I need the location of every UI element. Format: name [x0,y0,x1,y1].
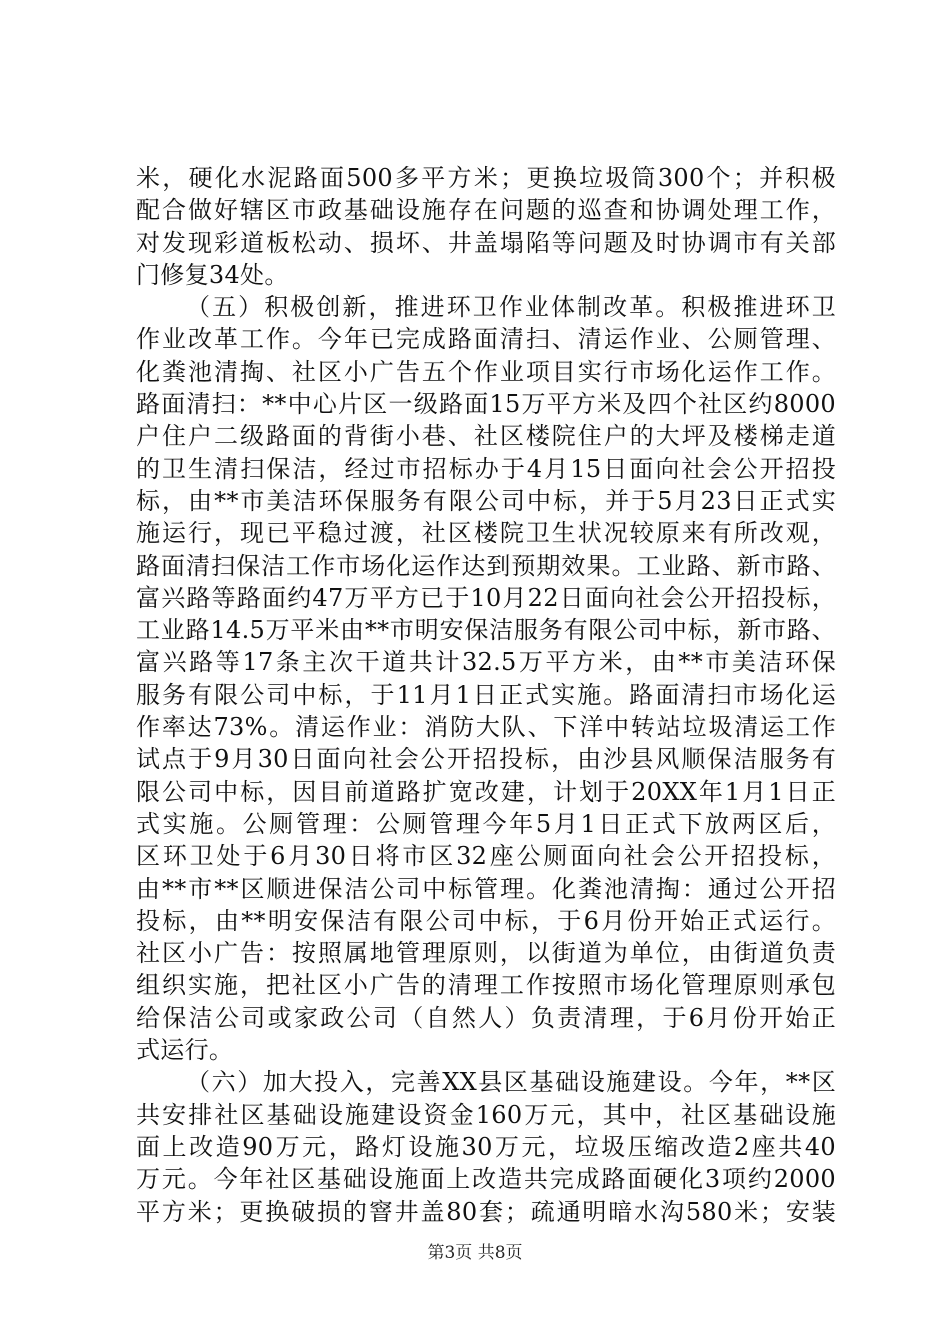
text-line: 限公司中标，因目前道路扩宽改建，计划于20XX年1月1日正 [136,777,836,806]
text-line: （五）积极创新，推进环卫作业体制改革。积极推进环卫 [186,293,836,322]
text-line: 平方米；更换破损的窨井盖80套；疏通明暗水沟580米；安装 [136,1197,836,1226]
text-line: 投标，由**明安保洁有限公司中标，于6月份开始正式运行。 [136,906,836,935]
text-line: 由**市**区顺进保洁公司中标管理。化粪池清掏：通过公开招 [136,874,836,903]
text-line: 门修复34处。 [136,260,289,289]
text-line: 社区小广告：按照属地管理原则，以街道为单位，由街道负责 [136,939,836,968]
text-line: 组织实施，把社区小广告的清理工作按照市场化管理原则承包 [136,971,836,1000]
text-line: 服务有限公司中标，于11月1日正式实施。路面清扫市场化运 [136,680,836,709]
text-line: 富兴路等路面约47万平方已于10月22日面向社会公开招投标， [136,583,836,612]
text-line: 施运行，现已平稳过渡，社区楼院卫生状况较原来有所改观， [136,519,836,548]
text-line: 区环卫处于6月30日将市区32座公厕面向社会公开招投标， [136,842,836,871]
text-line: 标，由**市美洁环保服务有限公司中标，并于5月23日正式实 [136,486,836,515]
text-line: 化粪池清掏、社区小广告五个作业项目实行市场化运作工作。 [136,357,836,386]
text-line: 户住户二级路面的背街小巷、社区楼院住户的大坪及楼梯走道 [136,422,836,451]
document-body [136,162,836,1228]
text-line: 的卫生清扫保洁，经过市招标办于4月15日面向社会公开招投 [136,454,836,483]
text-line: 共安排社区基础设施建设资金160万元，其中，社区基础设施 [136,1100,836,1129]
text-line: 对发现彩道板松动、损坏、井盖塌陷等问题及时协调市有关部 [136,228,836,257]
text-line: 试点于9月30日面向社会公开招投标，由沙县风顺保洁服务有 [136,745,836,774]
text-line: 作率达73%。清运作业：消防大队、下洋中转站垃圾清运工作 [136,713,836,742]
text-line: 万元。今年社区基础设施面上改造共完成路面硬化3项约2000 [136,1165,836,1194]
text-line: 式运行。 [136,1036,234,1065]
text-line: （六）加大投入，完善XX县区基础设施建设。今年，**区 [186,1068,836,1097]
page-footer: 第3页 共8页 [427,1243,523,1263]
text-line: 富兴路等17条主次干道共计32.5万平方米，由**市美洁环保 [136,648,836,677]
text-line: 米，硬化水泥路面500多平方米；更换垃圾筒300个；并积极 [136,164,836,192]
text-line: 作业改革工作。今年已完成路面清扫、清运作业、公厕管理、 [136,325,836,354]
text-line: 面上改造90万元，路灯设施30万元，垃圾压缩改造2座共40 [136,1132,836,1161]
text-line: 给保洁公司或家政公司（自然人）负责清理，于6月份开始正 [136,1003,836,1032]
text-line: 路面清扫保洁工作市场化运作达到预期效果。工业路、新市路、 [136,551,836,580]
text-line: 式实施。公厕管理：公厕管理今年5月1日正式下放两区后， [136,809,836,838]
text-line: 配合做好辖区市政基础设施存在问题的巡查和协调处理工作， [136,196,836,225]
text-line: 工业路14.5万平米由**市明安保洁服务有限公司中标，新市路、 [136,616,836,645]
text-line: 路面清扫：**中心片区一级路面15万平方米及四个社区约8000 [136,390,836,419]
